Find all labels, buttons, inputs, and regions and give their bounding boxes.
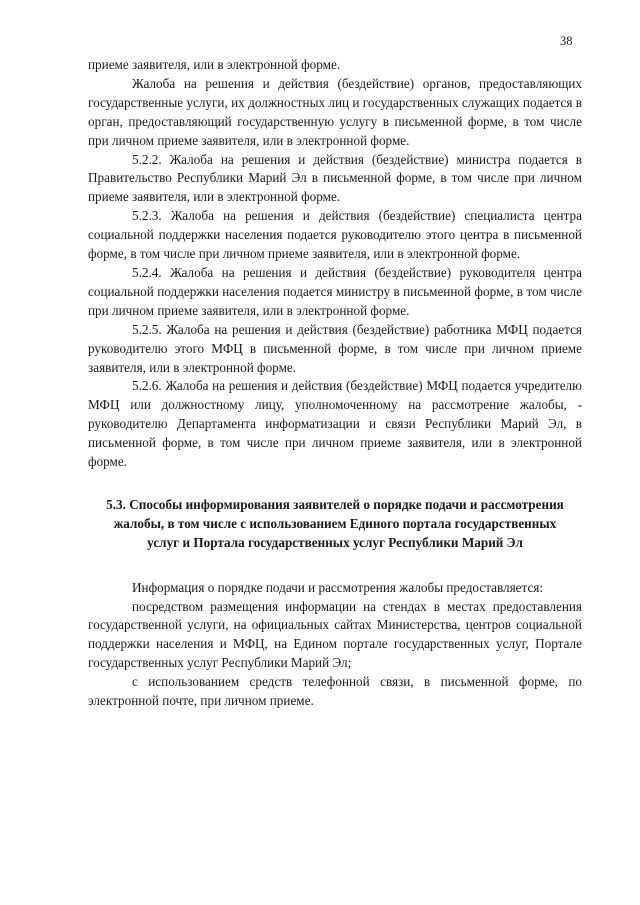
section-heading-5-3: 5.3. Способы информирования заявителей о порядке подачи и рассмотрения жалобы, в том числе с использованием Единого портала государственных услуг и Портала государственных услуг Республики Марий Эл [106,496,564,550]
paragraph-continuation: приеме заявителя, или в электронной форме. [88,57,341,72]
paragraph-5-2-5: 5.2.5. Жалоба на решения и действия (бездействие) работника МФЦ подается руководителю этого МФЦ в письменной форме, в том числе при личном приеме заявителя, или в электронной форме. [88,321,582,375]
paragraph-information-intro: Информация о порядке подачи и рассмотрения жалобы предоставляется: [132,579,544,595]
paragraph-information-stands: посредством размещения информации на стендах в местах предоставления государственной услуги, на официальных сайтах Министерства, центров социальной поддержки населения и МФЦ, на Едином портале государственных услуг, Портале государственных услуг Республики Марий Эл; [88,598,582,671]
paragraph-5-2-4: 5.2.4. Жалоба на решения и действия (бездействие) руководителя центра социальной поддержки населения подается министру в письменной форме, в том числе при личном приеме заявителя, или в электронной форме. [88,264,582,318]
paragraph-5-2-6: 5.2.6. Жалоба на решения и действия (бездействие) МФЦ подается учредителю МФЦ или должностному лицу, уполномоченному на рассмотрение жалобы, - руководителю Департамента информатизации и связи Республики Марий Эл, в письменной форме, в том числе при личном приеме заявителя, или в электронной форме. [88,378,582,470]
paragraph-information-phone: с использованием средств телефонной связи, в письменной форме, по электронной почте, при личном приеме. [88,674,582,709]
paragraph-complaint-organs: Жалоба на решения и действия (бездействие) органов, предоставляющих государственные услуги, их должностных лиц и государственных служащих подается в орган, предоставляющий государственную услугу в письменной форме, в том числе при личном приеме заявителя, или в электронной форме. [88,75,582,148]
page-number: 38 [560,34,573,48]
document-body [88,56,582,711]
paragraph-5-2-3: 5.2.3. Жалоба на решения и действия (бездействие) специалиста центра социальной поддержки населения подается руководителю этого центра в письменной форме, в том числе при личном приеме заявителя, или в электронной форме. [88,208,582,262]
paragraph-5-2-2: 5.2.2. Жалоба на решения и действия (бездействие) министра подается в Правительство Республики Марий Эл в письменной форме, в том числе при личном приеме заявителя, или в электронной форме. [88,151,582,205]
